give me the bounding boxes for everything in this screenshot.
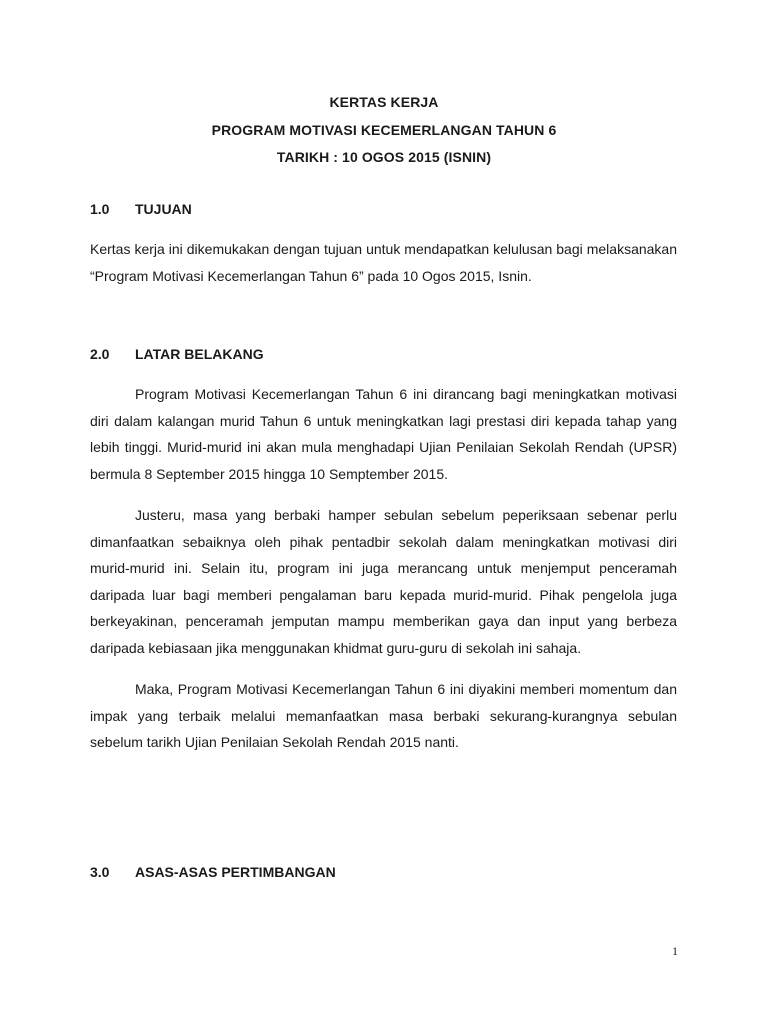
section-title: TUJUAN xyxy=(135,201,192,217)
section-number: 3.0 xyxy=(90,864,110,880)
section-title: ASAS-ASAS PERTIMBANGAN xyxy=(135,864,336,880)
section-heading-tujuan xyxy=(90,201,192,217)
section-number: 1.0 xyxy=(90,201,110,217)
paragraph-latar-2: Justeru, masa yang berbaki hamper sebulan sebelum peperiksaan sebenar perlu dimanfaatkan sebaiknya oleh pihak pentadbir sekolah dalam meningkatkan motivasi diri murid-murid ini. Selain itu, program ini juga merancang untuk menjemput penceramah daripada luar bagi memberi pengalaman baru kepada murid-murid. Pihak pengelola juga berkeyakinan, penceramah jemputan mampu memberikan gaya dan input yang berbeza daripada kebiasaan jika menggunakan khidmat guru-guru di sekolah ini sahaja. xyxy=(90,507,677,656)
paragraph-latar-1: Program Motivasi Kecemerlangan Tahun 6 ini dirancang bagi meningkatkan motivasi diri dalam kalangan murid Tahun 6 untuk meningkatkan lagi prestasi diri kepada tahap yang lebih tinggi. Murid-murid ini akan mula menghadapi Ujian Penilaian Sekolah Rendah (UPSR) bermula 8 September 2015 hingga 10 Semptember 2015. xyxy=(90,386,677,482)
paragraph-tujuan: Kertas kerja ini dikemukakan dengan tujuan untuk mendapatkan kelulusan bagi melaksanakan “Program Motivasi Kecemerlangan Tahun 6” pada 10 Ogos 2015, Isnin. xyxy=(90,241,677,284)
document-title: KERTAS KERJA xyxy=(329,94,439,110)
date-line: TARIKH : 10 OGOS 2015 (ISNIN) xyxy=(276,149,492,165)
section-heading-latar-belakang xyxy=(90,346,264,362)
page-number: 1 xyxy=(672,944,678,958)
program-title: PROGRAM MOTIVASI KECEMERLANGAN TAHUN 6 xyxy=(211,122,557,138)
section-title: LATAR BELAKANG xyxy=(135,346,264,362)
section-heading-asas-pertimbangan xyxy=(90,864,336,880)
paragraph-latar-3: Maka, Program Motivasi Kecemerlangan Tahun 6 ini diyakini memberi momentum dan impak yang terbaik melalui memanfaatkan masa berbaki sekurang-kurangnya sebulan sebelum tarikh Ujian Penilaian Sekolah Rendah 2015 nanti. xyxy=(90,681,677,750)
section-number: 2.0 xyxy=(90,346,110,362)
